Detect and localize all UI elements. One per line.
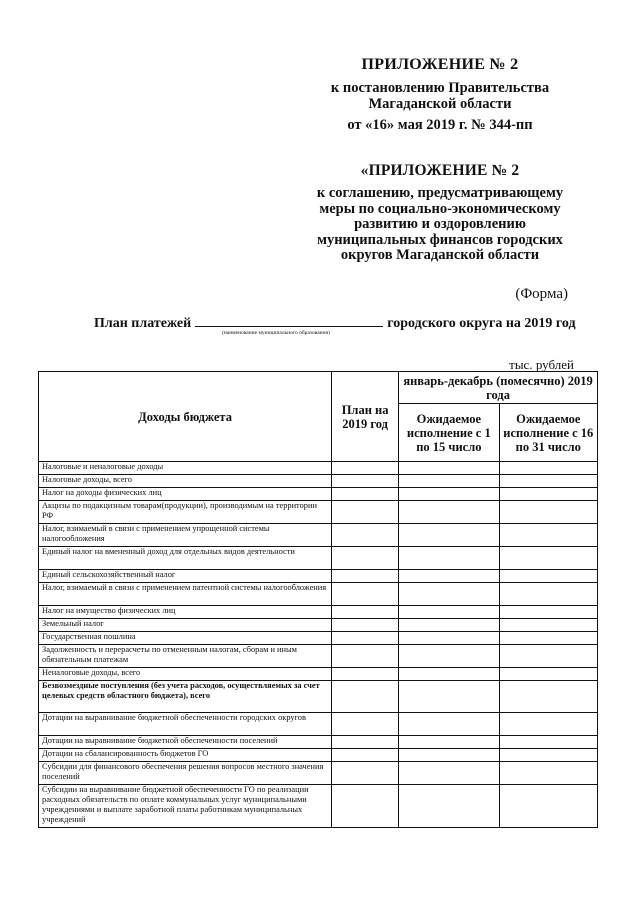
plan-prefix: План платежей	[94, 316, 192, 331]
appendix-title: ПРИЛОЖЕНИЕ № 2	[361, 56, 519, 73]
row-label: Налог, взимаемый в связи с применением упрощенной системы налогообложения	[39, 524, 332, 547]
row-label: Субсидии на выравнивание бюджетной обеспеченности ГО по реализации расходных обязательств по оплате коммунальных услуг муниципальными учреждениями и выплате заработной платы работникам муниципальных учреждений	[39, 785, 332, 828]
cell-plan[interactable]	[332, 762, 399, 785]
header-expected-2: Ожидаемое исполнение с 16 по 31 число	[499, 404, 597, 462]
table-row	[39, 645, 598, 668]
cell-exp2[interactable]	[499, 749, 597, 762]
appendix-line-2: Магаданской области	[368, 96, 512, 112]
plan-title	[94, 314, 576, 332]
cell-plan[interactable]	[332, 632, 399, 645]
table-row	[39, 632, 598, 645]
cell-exp2[interactable]	[499, 619, 597, 632]
cell-plan[interactable]	[332, 462, 399, 475]
cell-exp2[interactable]	[499, 570, 597, 583]
cell-plan[interactable]	[332, 713, 399, 736]
appendix-line-1: к постановлению Правительства	[330, 80, 550, 96]
row-label: Дотации на выравнивание бюджетной обеспеченности поселений	[39, 736, 332, 749]
form-label: (Форма)	[515, 286, 568, 302]
appendix2-line-3: развитию и оздоровлению	[354, 216, 526, 232]
cell-exp2[interactable]	[499, 632, 597, 645]
table-row	[39, 547, 598, 570]
payments-table	[38, 371, 598, 828]
cell-plan[interactable]	[332, 570, 399, 583]
cell-plan[interactable]	[332, 547, 399, 570]
cell-exp2[interactable]	[499, 524, 597, 547]
header-period: январь-декабрь (помесячно) 2019 года	[399, 372, 598, 404]
row-label: Субсидии для финансового обеспечения решения вопросов местного значения поселений	[39, 762, 332, 785]
header-income: Доходы бюджета	[39, 372, 332, 462]
cell-plan[interactable]	[332, 475, 399, 488]
cell-exp2[interactable]	[499, 488, 597, 501]
row-label: Неналоговые доходы, всего	[39, 668, 332, 681]
cell-exp2[interactable]	[499, 762, 597, 785]
cell-exp2[interactable]	[499, 736, 597, 749]
table-row	[39, 619, 598, 632]
cell-exp2[interactable]	[499, 681, 597, 713]
cell-exp1[interactable]	[399, 681, 499, 713]
cell-exp1[interactable]	[399, 606, 499, 619]
appendix2-line-5: округов Магаданской области	[340, 247, 540, 263]
row-label: Налоговые и неналоговые доходы	[39, 462, 332, 475]
table-row	[39, 501, 598, 524]
units-label: тыс. рублей	[509, 357, 574, 372]
row-label: Единый налог на вмененный доход для отдельных видов деятельности	[39, 547, 332, 570]
table-row	[39, 606, 598, 619]
cell-exp1[interactable]	[399, 713, 499, 736]
cell-exp1[interactable]	[399, 736, 499, 749]
cell-exp1[interactable]	[399, 475, 499, 488]
table-row	[39, 762, 598, 785]
cell-exp1[interactable]	[399, 488, 499, 501]
appendix2-line-4: муниципальных финансов городских	[317, 231, 563, 248]
cell-plan[interactable]	[332, 619, 399, 632]
cell-exp2[interactable]	[499, 475, 597, 488]
row-label: Безвозмездные поступления (без учета расходов, осуществляемых за счет целевых средств областного бюджета), всего	[39, 681, 332, 713]
table-row	[39, 785, 598, 828]
cell-exp1[interactable]	[399, 524, 499, 547]
cell-exp1[interactable]	[399, 668, 499, 681]
cell-exp2[interactable]	[499, 547, 597, 570]
cell-plan[interactable]	[332, 501, 399, 524]
municipality-blank	[195, 314, 383, 327]
cell-exp2[interactable]	[499, 462, 597, 475]
cell-exp1[interactable]	[399, 462, 499, 475]
cell-plan[interactable]	[332, 736, 399, 749]
row-label: Задолженность и перерасчеты по отмененным налогам, сборам и иным обязательным платежам	[39, 645, 332, 668]
appendix2-body	[300, 186, 580, 264]
plan-suffix: городского округа на 2019 год	[387, 316, 576, 331]
cell-plan[interactable]	[332, 668, 399, 681]
row-label: Налог, взимаемый в связи с применением патентной системы налогообложения	[39, 583, 332, 606]
cell-exp2[interactable]	[499, 668, 597, 681]
row-label: Дотации на выравнивание бюджетной обеспеченности городских округов	[39, 713, 332, 736]
cell-exp1[interactable]	[399, 583, 499, 606]
header-expected-1: Ожидаемое исполнение с 1 по 15 число	[399, 404, 499, 462]
table-row	[39, 475, 598, 488]
table-row	[39, 583, 598, 606]
table-row	[39, 736, 598, 749]
appendix-line-3: от «16» мая 2019 г. № 344-пп	[347, 117, 533, 133]
cell-exp1[interactable]	[399, 501, 499, 524]
cell-exp1[interactable]	[399, 749, 499, 762]
table-row	[39, 668, 598, 681]
row-label: Налог на доходы физических лиц	[39, 488, 332, 501]
row-label: Единый сельскохозяйственный налог	[39, 570, 332, 583]
cell-exp2[interactable]	[499, 501, 597, 524]
cell-exp1[interactable]	[399, 547, 499, 570]
row-label: Дотации на сбалансированность бюджетов ГО	[39, 749, 332, 762]
cell-plan[interactable]	[332, 583, 399, 606]
blank-note: (наименование муниципального образования)	[222, 330, 330, 336]
cell-exp1[interactable]	[399, 619, 499, 632]
cell-plan[interactable]	[332, 785, 399, 828]
header-plan: План на 2019 год	[332, 372, 399, 462]
row-label: Акцизы по подакцизным товарам(продукции), производимым на территории РФ	[39, 501, 332, 524]
cell-exp1[interactable]	[399, 785, 499, 828]
cell-plan[interactable]	[332, 606, 399, 619]
cell-exp1[interactable]	[399, 762, 499, 785]
cell-plan[interactable]	[332, 645, 399, 668]
cell-exp2[interactable]	[499, 645, 597, 668]
table-row	[39, 570, 598, 583]
table-row	[39, 713, 598, 736]
cell-exp1[interactable]	[399, 570, 499, 583]
cell-exp2[interactable]	[499, 785, 597, 828]
cell-plan[interactable]	[332, 681, 399, 713]
table-row	[39, 749, 598, 762]
row-label: Налог на имущество физических лиц	[39, 606, 332, 619]
cell-exp1[interactable]	[399, 645, 499, 668]
cell-plan[interactable]	[332, 524, 399, 547]
cell-exp1[interactable]	[399, 632, 499, 645]
appendix2-line-2: меры по социально-экономическому	[319, 200, 561, 217]
cell-plan[interactable]	[332, 749, 399, 762]
table-row	[39, 681, 598, 713]
table-row	[39, 462, 598, 475]
row-label: Налоговые доходы, всего	[39, 475, 332, 488]
appendix2-line-1: к соглашению, предусматривающему	[316, 185, 564, 201]
table-row	[39, 488, 598, 501]
table-row	[39, 524, 598, 547]
cell-exp2[interactable]	[499, 713, 597, 736]
cell-exp2[interactable]	[499, 583, 597, 606]
appendix2-title: «ПРИЛОЖЕНИЕ № 2	[360, 162, 520, 179]
cell-plan[interactable]	[332, 488, 399, 501]
row-label: Земельный налог	[39, 619, 332, 632]
cell-exp2[interactable]	[499, 606, 597, 619]
row-label: Государственная пошлина	[39, 632, 332, 645]
